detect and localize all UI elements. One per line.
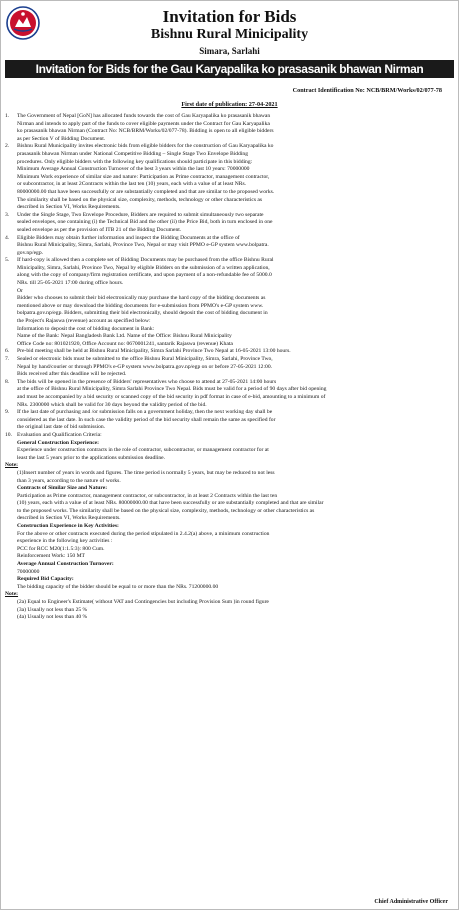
- text-line: Eligible Bidders may obtain further information and inspect the Bidding Documents at the office of: [17, 234, 240, 241]
- text-line: than 3 years, according to the nature of works.: [17, 477, 121, 484]
- note-label: Note:: [5, 462, 19, 469]
- list-item: [5, 113, 450, 143]
- text-line: along with the copy of company/firm registration certificate, and upon payment of a non-refundable fee of 5000.0: [17, 272, 272, 279]
- item-text: [17, 143, 450, 211]
- text-line: 80000000.00 that have been successfully or are substantially completed and that are similar to the proposed works.: [17, 188, 275, 195]
- text-line: as per Section V of Bidding Document.: [17, 135, 106, 142]
- list-item: [5, 143, 450, 211]
- text-line: described in Section VI, Works Requirements.: [17, 515, 121, 522]
- criteria-details: [5, 470, 450, 592]
- text-line: (2a) Equal to Engineer's Estimate( without VAT and Contingencies but including Provision Sum )in round figure: [17, 599, 269, 605]
- turnover-value: 70000000: [17, 568, 40, 575]
- item-text: [17, 409, 450, 432]
- gce-heading: General Construction Experience:: [17, 439, 100, 446]
- text-line: the original last date of bid submission.: [17, 424, 106, 431]
- item-number: 9.: [5, 409, 10, 416]
- text-line: (3a) Usually not less than 25 %: [17, 606, 88, 613]
- item-text: [17, 257, 450, 348]
- text-line: Bidder who chooses to submit their bid electronically may purchase the hard copy of the bidding documents as: [17, 295, 266, 302]
- text-line: Bishnu Rural Municipality invites electronic bids from eligible bidders for the construction of Gau Karyapalika ko: [17, 143, 274, 150]
- text-line: sealed envelope as per the provision of ITB 21 of the Bidding Document.: [17, 226, 182, 233]
- text-line: Sealed or electronic bids must be submitted to the office Bishnu Rural Minicipality, Simra, Sarlahi, Province Two,: [17, 356, 273, 362]
- text-line: Minicipality, Simra, Sarlahi, Province Two, Nepal by eligible Bidders on the submission of a written application,: [17, 264, 270, 271]
- text-line: Evaluation and Qualification Criteria:: [17, 431, 102, 438]
- list-item: [5, 356, 450, 379]
- item-number: 2.: [5, 143, 10, 150]
- list-item: [5, 257, 450, 348]
- text-line: bolpatra.gov.np/egp. Bidders, submitting their bid electronically, should deposit the cost of bidding document in: [17, 310, 268, 317]
- note2-text: [17, 599, 450, 622]
- text-line: (4a) Usually not less than 40 %: [17, 614, 88, 621]
- text-line: Bishnu Rural Minicipality, Simra, Sarlahi, Province Two, Nepal or may visit PPMO e-GP system www.bolpatra.: [17, 242, 269, 249]
- text-line: considered as the last date. In such case the validity period of the bid security shall remain the same as specified for: [17, 416, 276, 423]
- text-line: Under the Single Stage, Two Envelope Procedure, Bidders are required to submit simultaneously two separate: [17, 211, 264, 218]
- text-line: procedures. Only eligible bidders with the following key qualifications should participate in this bidding:: [17, 158, 253, 165]
- municipality-name: Bishnu Rural Minicipality: [150, 27, 309, 42]
- text-line: PCC for RCC M20(1:1.5:3): 800 Cum.: [17, 545, 105, 552]
- item-number: 4.: [5, 234, 10, 241]
- item-number: 7.: [5, 356, 10, 362]
- item-text: [17, 212, 450, 235]
- item-text: [17, 432, 450, 440]
- similar-heading: Contracts of Similar Size and Nature:: [17, 485, 108, 492]
- item-number: 8.: [5, 378, 10, 385]
- note-label: Note:: [5, 591, 19, 598]
- item-number: 1.: [5, 113, 10, 119]
- text-line: mentioned above or may download the bidding documents for e-submission from PPMO's e-GP system www.: [17, 302, 264, 309]
- notice-body: [5, 113, 450, 622]
- item-text: [17, 235, 450, 258]
- text-line: to the proposed works. The similarity shall be based on the physical size, complexity, methods, technology or other characteristics as: [17, 507, 315, 514]
- item-text: [17, 348, 450, 356]
- note1-text: [17, 470, 450, 485]
- publication-date: First date of publication: 27-04-2021: [181, 101, 278, 108]
- list-item: [5, 432, 450, 440]
- signature: Chief Administrative Officer: [374, 899, 448, 905]
- list-item: [5, 379, 450, 409]
- bid-capacity-heading: Required Bid Capacity:: [17, 576, 74, 583]
- text-line: The similarity shall be based on the physical size, complexity, methods, technology or other characteristics as: [17, 196, 263, 203]
- text-line: Minimum Work experience of similar size and nature: Participation as Prime contractor, management contractor,: [17, 173, 270, 180]
- list-item: [5, 212, 450, 235]
- text-line: For the above or other contracts executed during the period stipulated in 2.4.2(a) above, a minimum construction: [17, 530, 270, 537]
- contract-identification: Contract Identification No: NCB/BRM/Works/02/077-78: [292, 87, 442, 94]
- text-line: or subcontractor, in at least 2Contracts within the last ten (10) years, each with a value of at least NRs.: [17, 181, 247, 188]
- item-text: [17, 113, 450, 143]
- list-item: [5, 348, 450, 356]
- text-line: Name of the Bank: Nepal Bangladesh Bank Ltd. Name of the Office: Bishnu Rural Minicipality: [17, 333, 232, 340]
- text-line: at the office of Bishnu Rural Minicipality, Simra Sarlahi Province Two Nepal. Bids must be valid for a period of 90 days after bid opening: [17, 386, 327, 393]
- similar-text: [17, 493, 450, 523]
- text-line: Or: [17, 287, 23, 294]
- text-line: Information to deposit the cost of bidding document in Bank:: [17, 325, 155, 332]
- text-line: If hard-copy is allowed then a complete set of Bidding Documents may be purchased from the office Bishnu Rural: [17, 257, 274, 264]
- text-line: NRs. 2300000 which shall be valid for 30 days beyond the validity period of the bid.: [17, 401, 207, 408]
- numbered-items: [5, 113, 450, 440]
- text-line: and must be accompanied by a bid security or scanned copy of the bid security in pdf format in case of e-bid, amounting to a minimum of: [17, 393, 326, 400]
- notes: [5, 599, 450, 622]
- list-item: [5, 235, 450, 258]
- text-line: Reinforcement Work: 150 MT: [17, 553, 85, 560]
- item-number: 3.: [5, 211, 10, 218]
- text-line: Pre-bid meeting shall be held at Bishnu Rural Minicipality, Simra Sarlahi Province Two Nepal at 16-05-2021 13:00 hours.: [17, 348, 291, 355]
- text-line: Participation as Prime contractor, management contractor, or subcontractor, in at least 2 Contracts within the last ten: [17, 492, 278, 499]
- text-line: experience in the following key activities :: [17, 538, 113, 545]
- text-line: The bidding capacity of the bidder should be equal to or more than the NRs. 71200000.00: [17, 583, 219, 590]
- text-line: Minimum Average Annual Construction Turnover of the best 3 years within the last 10 years: 70000000: [17, 166, 250, 173]
- turnover-heading: Average Annual Construction Turnover:: [17, 561, 114, 568]
- location: Simara, Sarlahi: [199, 46, 260, 56]
- item-text: [17, 379, 450, 409]
- item-text: [17, 356, 450, 379]
- text-line: Nirman and intends to apply part of the funds to cover eligible payments under the Contract for Gau Karyapalika: [17, 120, 270, 127]
- list-item: [5, 409, 450, 432]
- text-line: NRs. till 25-05-2021 17:00 during office hours.: [17, 280, 124, 287]
- item-number: 5.: [5, 257, 10, 264]
- text-line: prasasanik bhawan Nirman under National Competitive Bidding – Single Stage Two Envelope Bidding: [17, 150, 248, 157]
- evaluation-criteria: [5, 440, 450, 463]
- text-line: ko prasasanik bhawan Nirman (Contract No: NCB/BRM/Works/02/077-78). Bidding is open to all eligible bidders: [17, 128, 274, 135]
- text-line: the Project's Rajaswa (revenue) account as specified below:: [17, 318, 151, 325]
- item-number: 10.: [5, 431, 12, 438]
- text-line: If the last date of purchasing and /or submission falls on a government holiday, then the next working day shall be: [17, 409, 273, 416]
- text-line: The Government of Nepal [GoN] has allocated funds towards the cost of Gau Karyapalika ko prasasanik bhawan: [17, 113, 271, 119]
- notice-banner: Invitation for Bids for the Gau Karyapalika ko prasasanik bhawan Nirman: [5, 60, 454, 78]
- text-line: Nepal by hand/courier or through PPMO's e-GP system www.bolpatra.gov.np/egp on or before 27-05-2021 12:00.: [17, 363, 273, 370]
- item-number: 6.: [5, 348, 10, 355]
- gce-text: [17, 447, 450, 462]
- text-line: Bids received after this deadline will be rejected.: [17, 371, 127, 378]
- bid-capacity-text: [17, 584, 450, 592]
- key-activities-text: [17, 531, 450, 561]
- text-line: (1)Insert number of years in words and figures. The time period is normally 5 years, but may be reduced to not less: [17, 469, 275, 476]
- text-line: The bids will be opened in the presence of Bidders' representatives who choose to attend at 27-05-2021 14:00 hours: [17, 378, 277, 385]
- text-line: Office Code no: 801021920, Office Account no: 0670001241, santarik Rajaswa (revenue) Khata: [17, 340, 233, 347]
- text-line: gov.np/egp.: [17, 249, 44, 256]
- text-line: described in Section VI, Works Requirements.: [17, 204, 121, 211]
- text-line: (10) years, each with a value of at least NRs. 80000000.00 that have been successfully or are substantially completed and that are similar: [17, 500, 324, 507]
- text-line: sealed envelopes, one containing (i) the Technical Bid and the other (ii) the Price Bid, both in turn enclosed in one: [17, 219, 273, 226]
- text-line: least the last 5 years prior to the applications submission deadline.: [17, 454, 166, 461]
- key-activities-heading: Construction Experience in Key Activities:: [17, 523, 119, 530]
- text-line: Experience under construction contracts in the role of contractor, subcontractor, or management contractor for at: [17, 447, 269, 454]
- notice-title: Invitation for Bids: [162, 7, 297, 26]
